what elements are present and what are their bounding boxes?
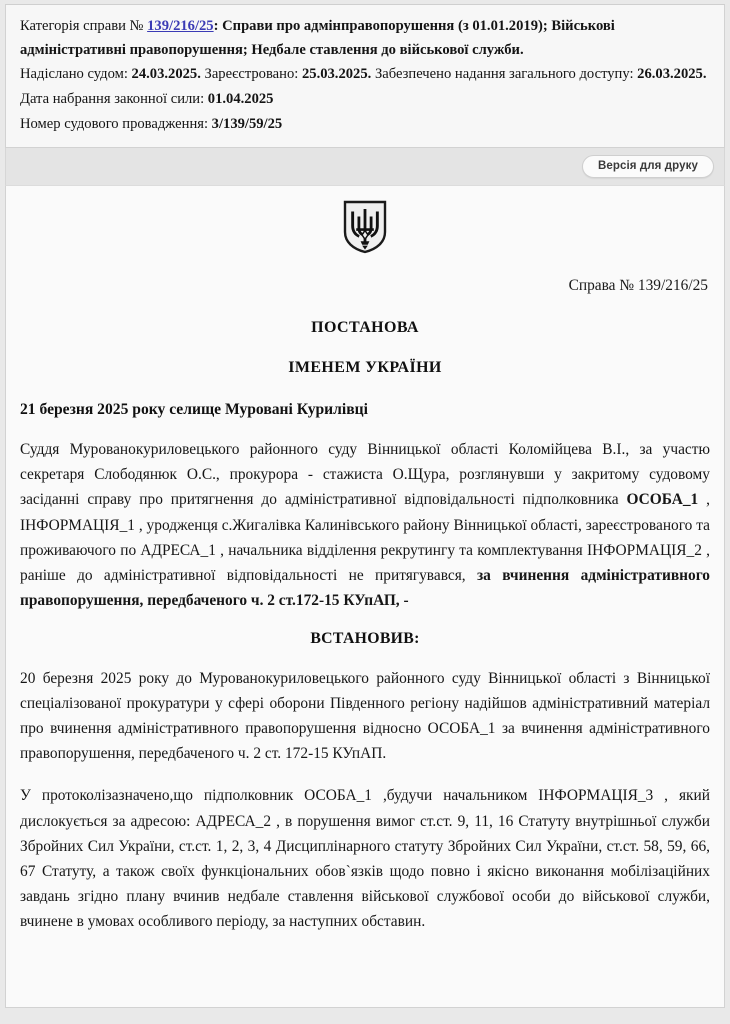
proceeding-number-label: Номер судового провадження: [20, 115, 212, 132]
case-category-line [20, 15, 710, 62]
force-date-line [20, 88, 710, 112]
ukraine-coat-of-arms-icon [343, 200, 387, 259]
case-category-label: Категорія справи № [20, 18, 148, 34]
proceeding-number-value: 3/139/59/25 [211, 115, 283, 132]
intro-text-part2: , ІНФОРМАЦІЯ_1 , уродженця с.Жигалівка Калинівського району Вінницької області, зареєстрованого та проживаючого по АДРЕСА_1 , начальника відділення рекрутингу та комплектування ІНФОРМАЦІЯ_2 , раніше до адміністративної відповідальності не притягувався, [20, 491, 711, 584]
charge-text: за вчинення адміністративного правопорушення, передбаченого ч. 2 ст.172-15 КУпАП, - [20, 566, 711, 609]
emblem-row [20, 200, 710, 259]
sent-label: Надіслано судом: [20, 66, 132, 83]
case-number-link[interactable]: 139/216/25 [147, 18, 214, 34]
document-toolbar [5, 148, 725, 186]
document-case-number: Справа № 139/216/25 [568, 277, 708, 295]
access-value: 26.03.2025. [637, 66, 707, 83]
intro-paragraph [20, 437, 710, 613]
registered-label: Зареєстровано: [200, 66, 302, 83]
case-category-value: : Справи про адмінправопорушення (з 01.01.2019); Військові адміністративні правопорушення; Недбале ставлення до військової служби. [20, 18, 615, 58]
section-heading-vstanovyv: ВСТАНОВИВ: [310, 629, 420, 647]
document-title-postanova: ПОСТАНОВА [311, 319, 419, 337]
document-body [5, 186, 725, 1008]
body-paragraph-2: У протоколізазначено,що підполковник ОСОБА_1 ,будучи начальником ІНФОРМАЦІЯ_3 , який дислокується за адресою: АДРЕСА_2 , в порушення вимог ст.ст. 9, 11, 16 Статуту внутрішньої служби Збройних Сил України, ст.ст. 1, 2, 3, 4 Дисциплінарного статуту Збройних Сил України, ст.ст. 58, 59, 66, 67 Статуту, а також своїх функціональних обов`язків щодо повно і якісно виконання мобілізаційних завдань згідно плану вчинив недбале ставлення військової службової особи до військової служби, вчинене в умовах особливого періоду, за наступних обставин. [20, 787, 710, 930]
document-title-imenem-ukrainy: ІМЕНЕМ УКРАЇНИ [288, 359, 442, 377]
force-date-label: Дата набрання законної сили: [20, 90, 208, 107]
body-paragraph-1: 20 березня 2025 року до Мурованокуриловецького районного суду Вінницької області з Вінницької спеціалізованої прокуратури у сфері оборони Південного регіону надійшов адміністративний матеріал про вчинення адміністративного правопорушення відносно ОСОБА_1 за вчинення адміністративного правопорушення, передбаченого ч. 2 ст. 172-15 КУпАП. [20, 669, 710, 763]
access-label: Забезпечено надання загального доступу: [371, 66, 638, 83]
registered-value: 25.03.2025. [301, 66, 372, 83]
sent-value: 24.03.2025. [131, 66, 201, 83]
print-version-button[interactable]: Версія для друку [582, 155, 714, 178]
force-date-value: 01.04.2025 [207, 90, 274, 107]
case-meta-card [5, 4, 725, 148]
person-token: ОСОБА_1 [626, 491, 699, 509]
intro-text-part1: Суддя Мурованокуриловецького районного суду Вінницької області Коломійцева В.І., за участю секретаря Слободянюк О.С., прокурора - стажиста О.Щура, розглянувши у закритому судовому засіданні справу про притягнення до адміністративної відповідальності підполковника [20, 441, 710, 509]
proceeding-number-line [20, 113, 710, 137]
document-date-and-place: 21 березня 2025 року селище Муровані Курилівці [20, 401, 368, 419]
case-dates-line [20, 63, 710, 87]
